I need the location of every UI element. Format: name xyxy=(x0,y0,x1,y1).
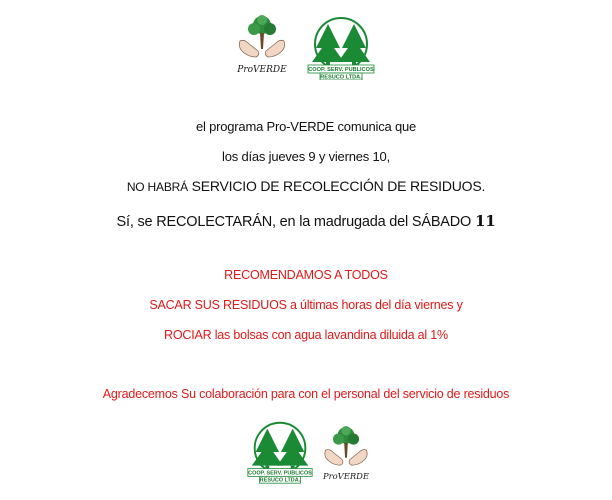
days-line: los días jueves 9 y viernes 10, xyxy=(222,149,390,164)
saturday-day: 11 xyxy=(474,212,496,230)
proverde-brand-text: ProVERDE xyxy=(323,471,369,482)
coop-name-text: COOP. SERV. PUBLICOS xyxy=(248,470,312,477)
recommend-spray: ROCIAR las bolsas con agua lavandina diluida al 1% xyxy=(164,328,448,342)
proverde-hands-tree-icon xyxy=(318,420,374,488)
intro-line: el programa Pro-VERDE comunica que xyxy=(195,119,417,134)
coop-subname-text: RESUCO LTDA. xyxy=(259,477,301,484)
recommend-take-out: SACAR SUS RESIDUOS a últimas horas del día viernes y xyxy=(149,298,463,312)
no-service-line xyxy=(0,178,612,194)
coop-name-text: COOP. SERV. PUBLICOS xyxy=(308,67,374,73)
no-service-prefix: NO HABRÁ xyxy=(126,180,188,194)
proverde-logo-bottom xyxy=(318,420,374,488)
coop-pine-trees-icon xyxy=(242,420,318,484)
coop-subname-text: RESUCO LTDA. xyxy=(320,74,362,80)
thanks-line: Agradecemos Su colaboración para con el personal del servicio de residuos xyxy=(102,387,510,401)
proverde-logo-top xyxy=(232,11,292,79)
saturday-line xyxy=(0,212,612,230)
recommend-heading: RECOMENDAMOS A TODOS xyxy=(224,268,388,282)
coop-logo-top xyxy=(302,16,380,80)
proverde-brand-text: ProVERDE xyxy=(237,65,287,75)
no-service-main: SERVICIO DE RECOLECCIÓN DE RESIDUOS. xyxy=(187,178,486,194)
saturday-text: Sí, se RECOLECTARÁN, en la madrugada del SÁBADO xyxy=(116,214,475,230)
coop-logo-bottom xyxy=(242,420,318,484)
proverde-hands-tree-icon xyxy=(232,11,292,79)
coop-pine-trees-icon xyxy=(302,16,380,80)
